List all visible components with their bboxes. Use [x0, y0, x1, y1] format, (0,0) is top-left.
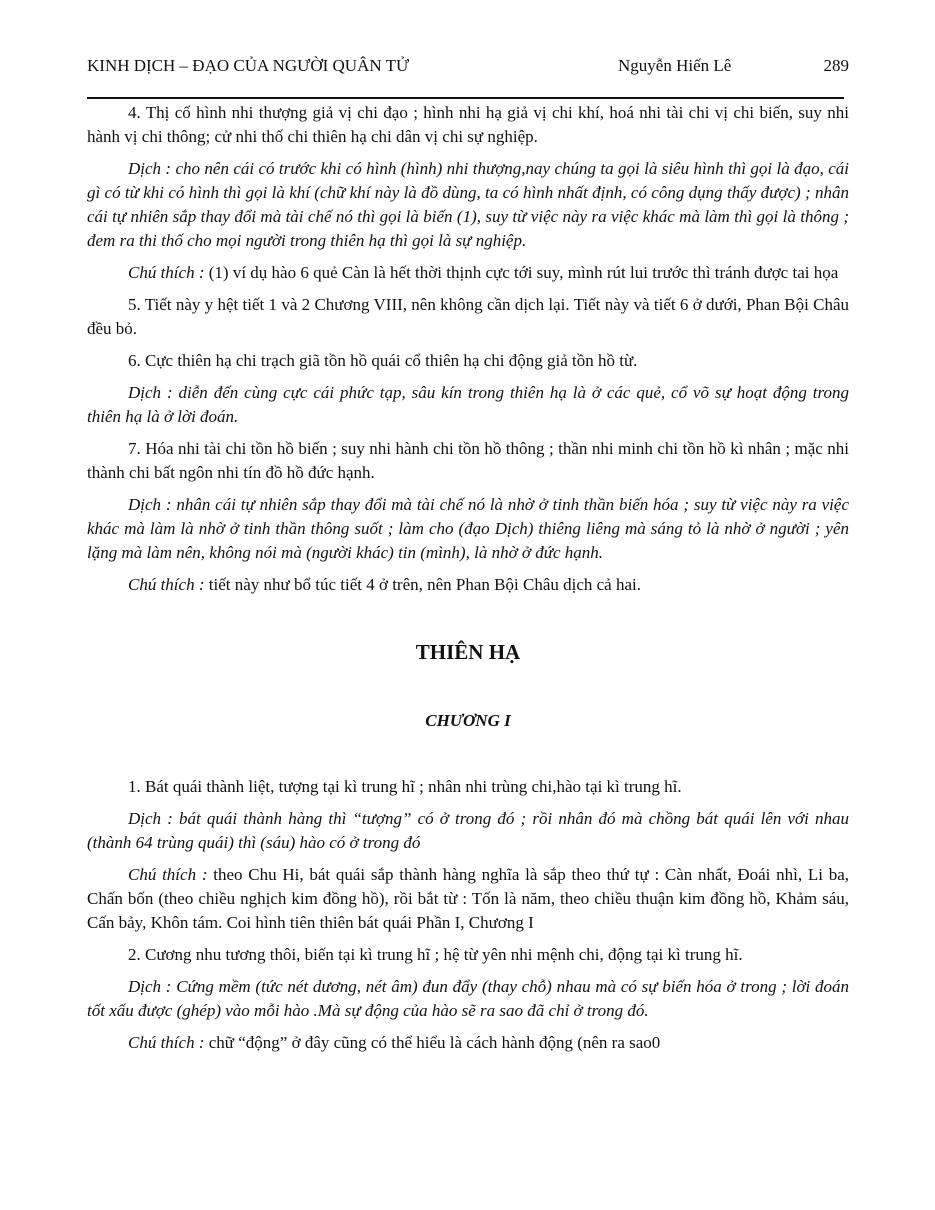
note-label: Chú thích : [128, 575, 205, 594]
section-title: THIÊN HẠ [415, 640, 521, 664]
translation-label: Dịch : [128, 495, 172, 514]
note-label: Chú thích : [128, 865, 208, 884]
chapter-verse-2-note: Chú thích : chữ “động” ở đây cũng có thể hiểu là cách hành động (nên ra sao0 [128, 1033, 661, 1052]
translation-label: Dịch : [128, 977, 172, 996]
verse-5: 5. Tiết này y hệt tiết 1 và 2 Chương VIII, nên không cần dịch lại. Tiết này và tiết 6 ở dưới, Phan Bội Châu đều bỏ. [87, 295, 849, 338]
verse-4: 4. Thị cố hình nhi thượng giả vị chi đạo ; hình nhi hạ giả vị chi khí, hoá nhi tài chi vị chi biến, suy nhi hành vị chi thông; cử nhi thố chi thiên hạ chi dân vị chi sự nghiệp. [87, 103, 849, 146]
translation-label: Dịch : [128, 383, 173, 402]
page-number: 289 [823, 56, 849, 75]
verse-4-translation: Dịch : cho nên cái có trước khi có hình (hình) nhi thượng,nay chúng ta gọi là siêu hình thì gọi là đạo, cái gì có từ khi có hình thì gọi là khí (chữ khí này là đồ dùng, ta có hình nhất định, có công dụng thấy được) ; nhân cái tự nhiên sắp thay đổi mà tài chế nó thì gọi là biến (1), suy từ việc này ra việc khác mà làm thì gọi là thông ; đem ra thi thố cho mọi người trong thiên hạ thì gọi là sự nghiệp. [87, 159, 849, 250]
note-label: Chú thích : [128, 263, 205, 282]
chapter-verse-1-note: Chú thích : theo Chu Hi, bát quái sắp thành hàng nghĩa là sắp theo thứ tự : Càn nhất, Đoái nhì, Li ba, Chấn bốn (theo chiều nghịch kim đồng hồ), rồi bắt từ : Tốn là năm, theo chiều thuận kim đồng hồ, Khảm sáu, Cấn bảy, Khôn tám. Coi hình tiên thiên bát quái Phần I, Chương I [87, 865, 849, 932]
chapter-verse-1: 1. Bát quái thành liệt, tượng tại kì trung hĩ ; nhân nhi trùng chi,hào tại kì trung hĩ. [128, 777, 682, 796]
chapter-verse-1-translation: Dịch : bát quái thành hàng thì “tượng” có ở trong đó ; rồi nhân đó mà chồng bát quái lên với nhau (thành 64 trùng quái) thì (sáu) hào có ở trong đó [87, 809, 849, 852]
chapter-title: CHƯƠNG I [425, 711, 511, 730]
verse-4-note: Chú thích : (1) ví dụ hào 6 quẻ Càn là hết thời thịnh cực tới suy, mình rút lui trước thì tránh được tai họa [128, 263, 839, 282]
chapter-verse-2-translation: Dịch : Cứng mềm (tức nét dương, nét âm) đun đẩy (thay chỗ) nhau mà có sự biến hóa ở trong ; lời đoán tốt xấu được (ghép) vào mỗi hào .Mà sự động của hào sẽ ra sao đã chỉ ở trong đó. [87, 977, 849, 1020]
verse-6-translation: Dịch : diễn đến cùng cực cái phức tạp, sâu kín trong thiên hạ là ở các quẻ, cổ võ sự hoạt động trong thiên hạ là ở lời đoán. [87, 383, 849, 426]
page-header [87, 56, 849, 82]
verse-6: 6. Cực thiên hạ chi trạch giã tồn hồ quái cổ thiên hạ chi động giả tồn hồ từ. [128, 351, 638, 370]
verse-7-translation: Dịch : nhân cái tự nhiên sắp thay đổi mà tài chế nó là nhờ ở tinh thần biến hóa ; suy từ việc này ra việc khác mà làm là nhờ ở tinh thần thông suốt ; làm cho (đạo Dịch) thiêng liêng mà sáng tỏ là nhờ ở người ; yên lặng mà làm nên, không nói mà (người khác) tin (mình), là nhờ ở đức hạnh. [87, 495, 849, 562]
page-body [87, 101, 849, 1063]
verse-7: 7. Hóa nhi tài chi tồn hồ biến ; suy nhi hành chi tồn hồ thông ; thần nhi minh chi tồn hồ kì nhân ; mặc nhi thành chi bất ngôn nhi tín đồ hồ đức hạnh. [87, 439, 849, 482]
header-rule [87, 97, 844, 99]
chapter-verse-2: 2. Cương nhu tương thôi, biến tại kì trung hĩ ; hệ từ yên nhi mệnh chi, động tại kì trung hĩ. [128, 945, 743, 964]
book-title: KINH DỊCH – ĐẠO CỦA NGƯỜI QUÂN TỬ [87, 56, 410, 75]
translation-label: Dịch : [128, 159, 172, 178]
verse-7-note: Chú thích : tiết này như bổ túc tiết 4 ở trên, nên Phan Bội Châu dịch cả hai. [128, 575, 641, 594]
note-label: Chú thích : [128, 1033, 205, 1052]
translation-label: Dịch : [128, 809, 173, 828]
author-name: Nguyễn Hiến Lê [618, 56, 732, 75]
